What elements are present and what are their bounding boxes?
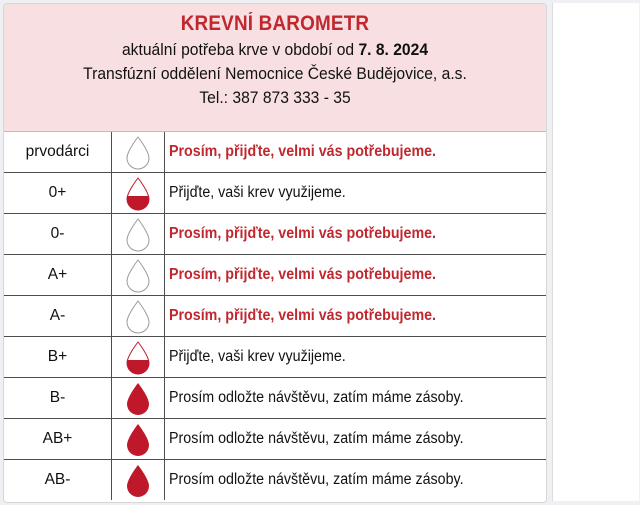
- status-message: Přijďte, vaši krev využijeme.: [169, 348, 346, 365]
- blood-drop-full-icon: [123, 380, 153, 416]
- status-message: Přijďte, vaši krev využijeme.: [169, 184, 346, 201]
- table-row: [4, 296, 546, 337]
- blood-drop-empty-icon: [123, 216, 153, 252]
- blood-group-label: B+: [4, 337, 112, 378]
- status-message: Prosím odložte návštěvu, zatím máme zásoby.: [169, 389, 464, 406]
- blood-group-label: AB-: [4, 460, 112, 501]
- status-message: Prosím, přijďte, velmi vás potřebujeme.: [169, 266, 437, 283]
- table-row: [4, 214, 546, 255]
- status-message: Prosím odložte návštěvu, zatím máme zásoby.: [169, 430, 464, 447]
- drop-cell: [112, 419, 165, 460]
- period-label: aktuální potřeba krve v období od: [121, 40, 359, 59]
- status-message-cell: [165, 419, 547, 460]
- blood-group-label: B-: [4, 378, 112, 419]
- blood-barometer-card: [3, 3, 547, 503]
- drop-cell: [112, 173, 165, 214]
- barometer-header: [4, 4, 546, 132]
- blood-group-label: 0-: [4, 214, 112, 255]
- blood-group-table: [4, 132, 546, 500]
- blood-drop-full-icon: [123, 462, 153, 498]
- table-row: [4, 132, 546, 173]
- blood-drop-half-icon: [123, 339, 153, 375]
- drop-cell: [112, 460, 165, 501]
- institution-name: Transfúzní oddělení Nemocnice České Budějovice, a.s.: [83, 64, 467, 83]
- blood-drop-empty-icon: [123, 257, 153, 293]
- drop-cell: [112, 132, 165, 173]
- blood-group-label: 0+: [4, 173, 112, 214]
- status-message-cell: [165, 132, 547, 173]
- status-message: Prosím, přijďte, velmi vás potřebujeme.: [169, 307, 437, 324]
- table-row: [4, 378, 546, 419]
- blood-group-label: A+: [4, 255, 112, 296]
- period-line: [26, 38, 525, 62]
- blood-drop-empty-icon: [123, 298, 153, 334]
- drop-cell: [112, 337, 165, 378]
- blood-drop-half-icon: [123, 175, 153, 211]
- table-row: [4, 337, 546, 378]
- status-message-cell: [165, 255, 547, 296]
- drop-cell: [112, 378, 165, 419]
- status-message-cell: [165, 214, 547, 255]
- drop-cell: [112, 296, 165, 337]
- status-message-cell: [165, 173, 547, 214]
- status-message-cell: [165, 460, 547, 501]
- status-message-cell: [165, 337, 547, 378]
- drop-cell: [112, 214, 165, 255]
- drop-cell: [112, 255, 165, 296]
- adjacent-panel: [552, 3, 639, 501]
- status-message-cell: [165, 378, 547, 419]
- blood-group-label: prvodárci: [4, 132, 112, 173]
- period-date: 7. 8. 2024: [358, 40, 429, 59]
- table-row: [4, 460, 546, 501]
- status-message-cell: [165, 296, 547, 337]
- blood-drop-empty-icon: [123, 134, 153, 170]
- table-row: [4, 255, 546, 296]
- table-row: [4, 173, 546, 214]
- table-row: [4, 419, 546, 460]
- blood-group-label: AB+: [4, 419, 112, 460]
- phone-number: Tel.: 387 873 333 - 35: [199, 88, 351, 107]
- status-message: Prosím odložte návštěvu, zatím máme zásoby.: [169, 471, 464, 488]
- blood-group-label: A-: [4, 296, 112, 337]
- status-message: Prosím, přijďte, velmi vás potřebujeme.: [169, 225, 437, 242]
- status-message: Prosím, přijďte, velmi vás potřebujeme.: [169, 143, 437, 160]
- barometer-title: KREVNÍ BAROMETR: [180, 12, 370, 35]
- blood-drop-full-icon: [123, 421, 153, 457]
